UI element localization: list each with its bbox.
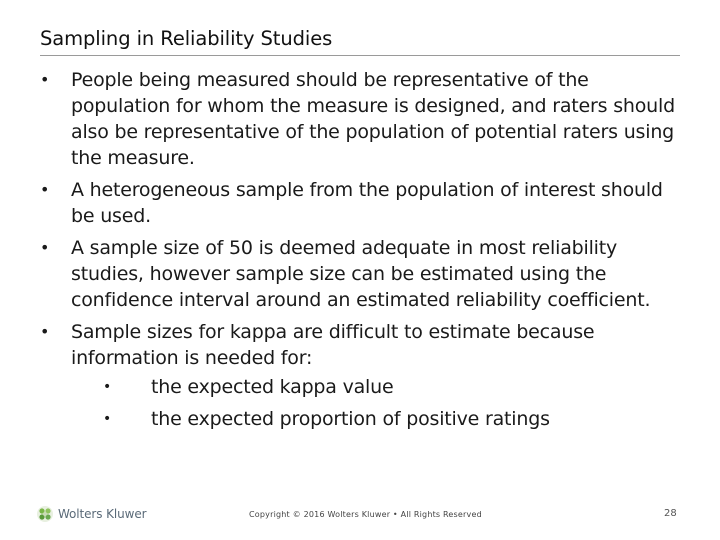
page-number: 28 bbox=[664, 508, 677, 519]
bullet-text: A sample size of 50 is deemed adequate in most reliability studies, however sample size can be estimated using the confidence interval around an estimated reliability coefficient. bbox=[71, 237, 651, 311]
bullet-text: People being measured should be representative of the population for whom the measure is designed, and raters should also be representative of the population of potential raters using the measure. bbox=[71, 69, 675, 169]
bullet-text: A heterogeneous sample from the population of interest should be used. bbox=[71, 179, 663, 227]
sub-bullet-item bbox=[40, 403, 690, 435]
copyright-notice: Copyright © 2016 Wolters Kluwer • All Rights Reserved bbox=[249, 510, 482, 519]
wolters-kluwer-logo bbox=[36, 505, 146, 523]
bullet-item bbox=[40, 177, 690, 229]
bullet-marker: • bbox=[40, 238, 50, 257]
logo-text: Wolters Kluwer bbox=[58, 507, 147, 521]
bullet-marker: • bbox=[40, 180, 50, 199]
slide-content bbox=[40, 67, 690, 435]
sub-bullet-text: the expected proportion of positive ratings bbox=[151, 408, 550, 430]
logo-mark-icon bbox=[36, 505, 54, 523]
bullet-item bbox=[40, 235, 690, 313]
bullet-item bbox=[40, 319, 690, 371]
slide-title: Sampling in Reliability Studies bbox=[40, 27, 333, 50]
sub-bullet-marker: • bbox=[103, 379, 112, 395]
bullet-text: Sample sizes for kappa are difficult to estimate because information is needed for: bbox=[71, 321, 595, 369]
sub-bullet-marker: • bbox=[103, 411, 112, 427]
bullet-item bbox=[40, 67, 690, 171]
sub-bullet-item bbox=[40, 371, 690, 403]
sub-bullet-text: the expected kappa value bbox=[151, 376, 394, 398]
bullet-marker: • bbox=[40, 70, 50, 89]
bullet-marker: • bbox=[40, 322, 50, 341]
title-divider bbox=[40, 55, 680, 56]
